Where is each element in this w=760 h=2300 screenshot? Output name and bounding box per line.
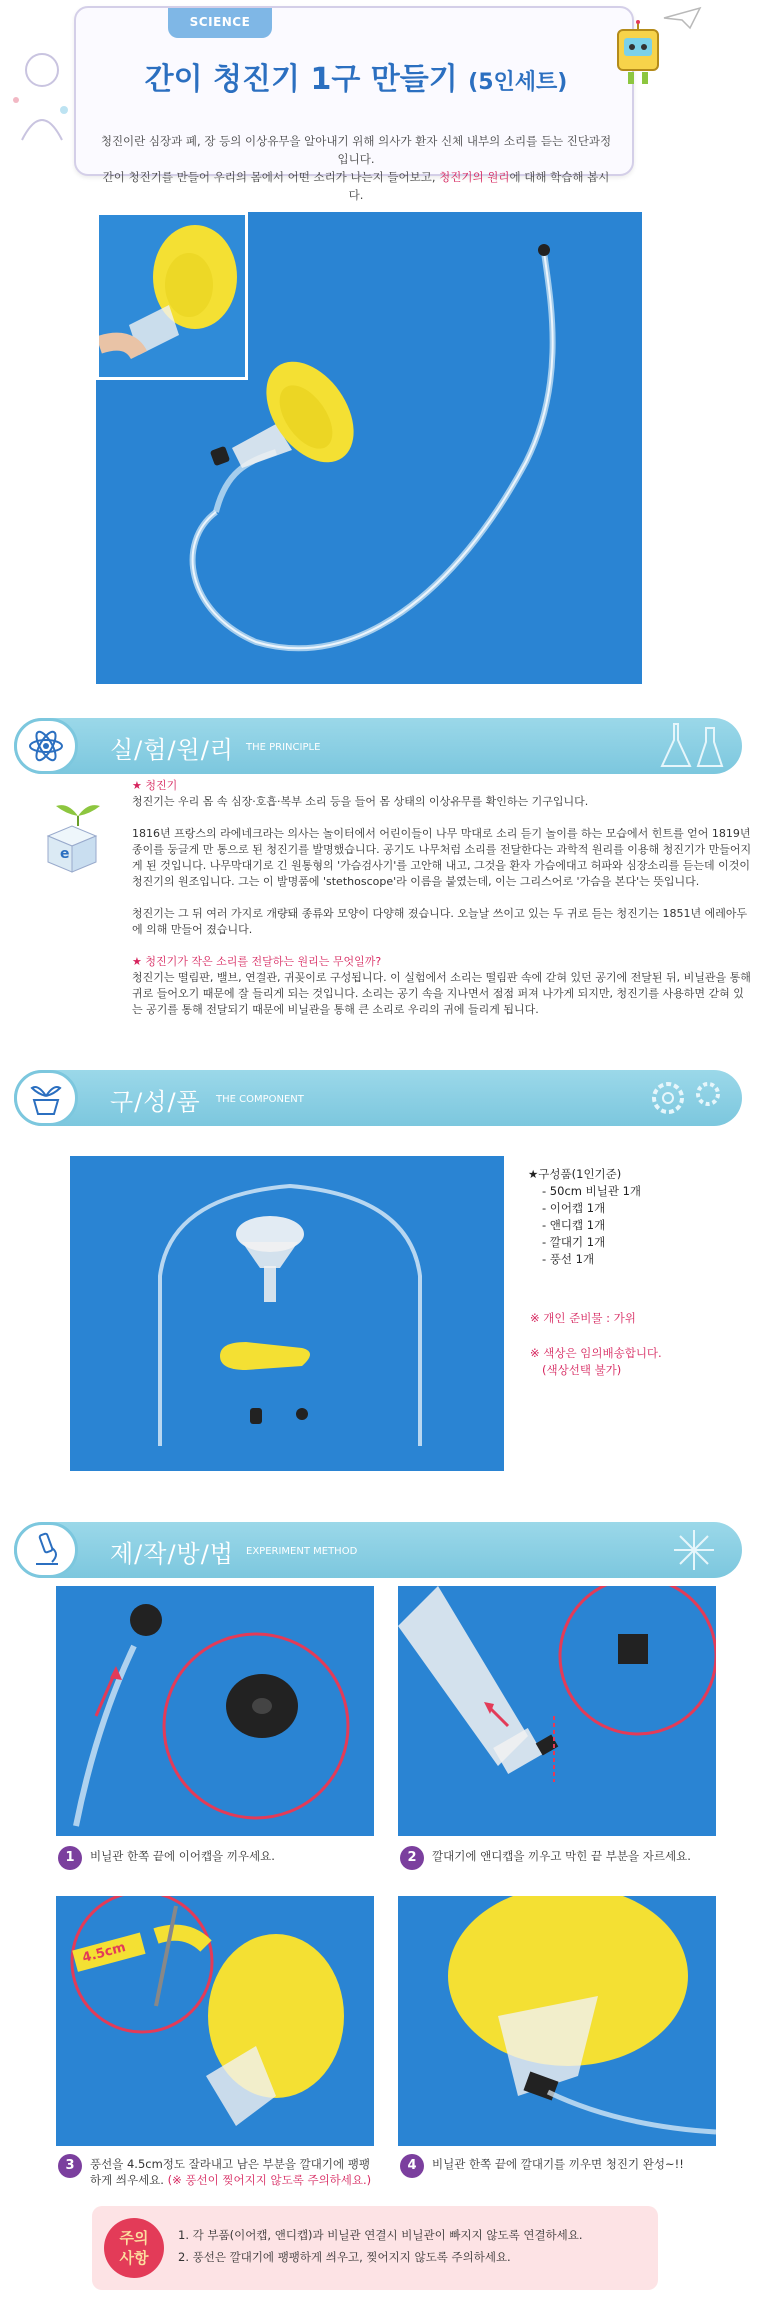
page-title	[76, 54, 636, 98]
step-4-photo	[398, 1896, 716, 2146]
plant-pot-icon	[14, 1070, 78, 1126]
step-3-caption	[58, 2156, 378, 2188]
step-1-number: 1	[58, 1846, 82, 1870]
section-component-subtitle: THE COMPONENT	[216, 1094, 304, 1105]
principle-p4: 청진기는 떨림판, 밸브, 연결관, 귀꽂이로 구성됩니다. 이 실험에서 소리는 떨림판 속에 갇혀 있던 공기에 전달된 뒤, 비닐관을 통해 귀로 들어오기 때문에 잘 들리게 되는 것입니다. 소리는 공기 속을 지나면서 점점 퍼져 나가게 되지만, 청진기를 사용하면 갇혀 있는 공기를 통해 전달되기 때문에 비닐관을 통해 큰 소리로 우리의 귀에 들리게 됩니다.	[132, 971, 751, 1016]
step-3-photo	[56, 1896, 374, 2146]
caution-line-1: 1. 각 부품(이어캡, 앤디캡)과 비닐관 연결시 비닐관이 빠지지 않도록 연결하세요.	[178, 2228, 583, 2242]
component-item: - 풍선 1개	[542, 1252, 595, 1266]
step-2-caption	[400, 1848, 718, 1870]
intro-line-1: 청진이란 심장과 폐, 장 등의 이상유무을 알아내기 위해 의사가 환자 신체 내부의 소리를 듣는 진단과정입니다.	[100, 134, 612, 166]
principle-q1-title: 청진기	[145, 779, 178, 792]
measure-label: 4.5cm	[80, 1940, 128, 1966]
balloon-drum-closeup	[99, 215, 245, 377]
hero-inset-photo	[96, 212, 248, 380]
hero-stethoscope-photo	[96, 212, 642, 684]
intro-line-2-b: 에 대해 학습해 봅시다.	[348, 170, 610, 202]
components-illustration	[70, 1156, 504, 1471]
balloon-cut-illustration	[56, 1896, 374, 2146]
section-principle-subtitle: THE PRINCIPLE	[246, 742, 321, 753]
paper-plane-icon	[662, 6, 702, 30]
earcap-illustration	[56, 1586, 374, 1836]
step-2-text: 깔대기에 앤디캡을 끼우고 막힌 끝 부분을 자르세요.	[432, 1849, 691, 1863]
step-1-text: 비닐관 한쪽 끝에 이어캡을 끼우세요.	[90, 1849, 275, 1863]
sparkle-icon	[654, 1526, 734, 1574]
component-note-color: ※ 색상은 임의배송합니다.	[530, 1346, 662, 1360]
atom-icon	[14, 718, 78, 774]
section-component-title: 구/성/품	[110, 1088, 201, 1116]
principle-p1: 청진기는 우리 몸 속 심장·호흡·복부 소리 등을 들어 몸 상태의 이상유무를 확인하는 기구입니다.	[132, 795, 589, 808]
microscope-icon	[14, 1522, 78, 1578]
star-icon: ★	[132, 779, 146, 792]
page-title-suffix: (5인세트)	[468, 70, 568, 95]
principle-q2-title: ★ 청진기가 작은 소리를 전달하는 원리는 무엇일까?	[132, 955, 382, 968]
caution-text	[178, 2224, 648, 2268]
step-1-caption	[58, 1848, 376, 1870]
decor-left-icon	[2, 40, 82, 170]
step-3-body	[90, 2156, 378, 2188]
component-list-title: ★구성품(1인기준)	[528, 1167, 622, 1181]
section-principle-bar	[14, 718, 742, 774]
component-item: - 깔대기 1개	[542, 1235, 606, 1249]
caution-box	[92, 2206, 658, 2290]
step-4-text: 비닐관 한쪽 끝에 깔대기를 끼우면 청진기 완성~!!	[432, 2157, 684, 2171]
step-3-warning: (※ 풍선이 찢어지지 않도록 주의하세요.)	[167, 2173, 372, 2187]
finished-stethoscope-illustration	[398, 1896, 716, 2146]
step-2-photo	[398, 1586, 716, 1836]
flask-icon	[654, 720, 734, 772]
component-item: - 이어캡 1개	[542, 1201, 606, 1215]
gear-icon	[638, 1074, 734, 1122]
step-4-number: 4	[400, 2154, 424, 2178]
step-2-number: 2	[400, 1846, 424, 1870]
step-1-photo	[56, 1586, 374, 1836]
caution-line-2: 2. 풍선은 깔대기에 팽팽하게 씌우고, 찢어지지 않도록 주의하세요.	[178, 2250, 511, 2264]
principle-p3: 청진기는 그 뒤 여러 가지로 개량돼 종류와 모양이 다양해 졌습니다. 오늘날 쓰이고 있는 두 귀로 듣는 청진기는 1851년 에레아두에 의해 만들어 졌습니다.	[132, 907, 748, 936]
header-card	[74, 6, 634, 202]
intro-line-2-a: 간이 청진기를 만들어 우리의 몸에서 어떤 소리가 나는지 들어보고,	[102, 170, 440, 184]
principle-p2: 1816년 프랑스의 라에네크라는 의사는 놀이터에서 어린이들이 나무 막대로 소리 듣기 놀이를 하는 모습에서 힌트를 얻어 1819년 종이를 둥글게 만 통으로 된 청진기를 발명했습니다. 공기도 나무처럼 소리를 전달한다는 과학적 원리를 이용해 청진기가 만들어지게 된 것입니다. 나무막대기로 긴 원통형의 '가슴검사기'를 고안해 내고, 그것을 환자 가슴에대고 허파와 심장소리를 듣는데 이것이 청진기의 원조입니다. 그는 이 발명품에 'stethoscope'라 이름을 붙였는데, 이는 그리스어로 '가슴을 본다'는 뜻입니다.	[132, 827, 752, 888]
component-photo	[70, 1156, 504, 1471]
component-list	[528, 1166, 641, 1268]
intro-line-2	[96, 168, 616, 204]
component-note-color-2: (색상선택 불가)	[542, 1363, 622, 1377]
section-principle-title: 실/험/원/리	[110, 736, 234, 764]
dice-plant-icon	[38, 796, 118, 876]
intro-text	[96, 132, 616, 204]
component-note-scissors: ※ 개인 준비물 : 가위	[530, 1311, 636, 1325]
robot-mascot-icon	[608, 20, 668, 90]
section-method-title: 제/작/방/법	[110, 1540, 234, 1568]
svg-text:e: e	[60, 846, 70, 862]
section-method-subtitle: EXPERIMENT METHOD	[246, 1546, 358, 1557]
funnel-cut-illustration	[398, 1586, 716, 1836]
step-4-caption	[400, 2156, 718, 2178]
component-notes	[530, 1310, 662, 1379]
principle-text	[132, 778, 752, 1034]
caution-badge	[104, 2218, 164, 2278]
step-3-text: 풍선을 4.5cm정도 잘라내고 남은 부분을 깔대기에 팽팽하게 씌우세요.	[90, 2157, 370, 2187]
section-component-bar	[14, 1070, 742, 1126]
principle-q1	[132, 778, 752, 794]
section-method-bar	[14, 1522, 742, 1578]
component-item: - 50cm 비닐관 1개	[542, 1184, 642, 1198]
caution-badge-line-1: 주의	[119, 2229, 149, 2247]
intro-highlight: 청진기의 원리	[439, 170, 510, 184]
science-tag: SCIENCE	[168, 8, 272, 38]
step-3-number: 3	[58, 2154, 82, 2178]
caution-badge-line-2: 사항	[119, 2249, 149, 2267]
component-item: - 앤디캡 1개	[542, 1218, 606, 1232]
page-title-main: 간이 청진기 1구 만들기	[144, 62, 458, 97]
